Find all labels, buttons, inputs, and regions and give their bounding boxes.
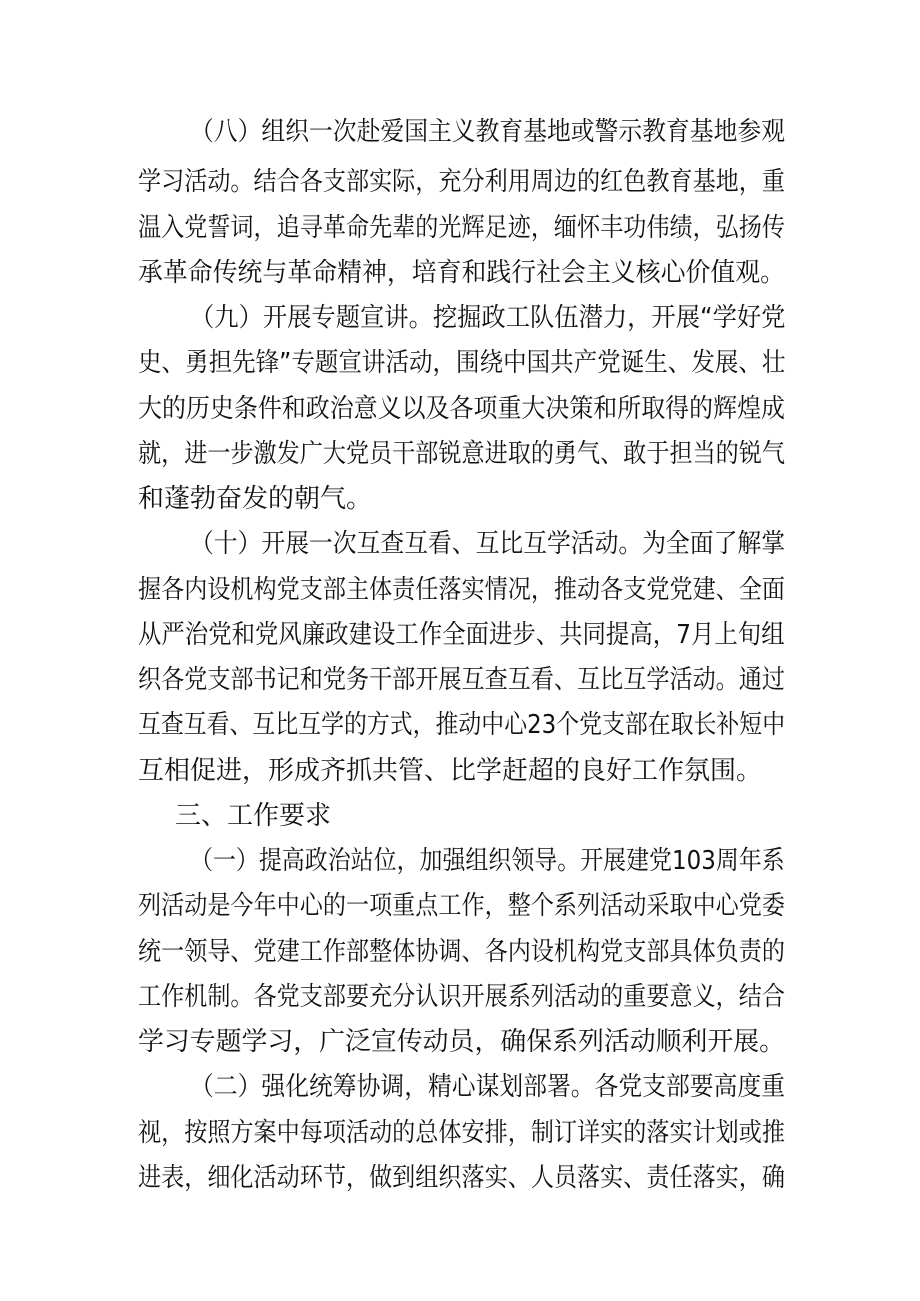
requirement-1-line-3: 统一领导、党建工作部整体协调、各内设机构党支部具体负责的 bbox=[138, 937, 786, 967]
paragraph-8-line-3: 温入党誓词，追寻革命先辈的光辉足迹，缅怀丰功伟绩，弘扬传 bbox=[138, 213, 786, 243]
requirement-1-line-5: 学习专题学习，广泛宣传动员，确保系列活动顺利开展。 bbox=[138, 1027, 786, 1057]
paragraph-10-line-2: 握各内设机构党支部主体责任落实情况，推动各支党党建、全面 bbox=[138, 575, 786, 605]
paragraph-9-line-4: 就，进一步激发广大党员干部锐意进取的勇气、敢于担当的锐气 bbox=[138, 439, 786, 469]
requirement-2-line-1: （二）强化统筹协调，精心谋划部署。各党支部要高度重 bbox=[190, 1072, 786, 1102]
requirement-2-line-2: 视，按照方案中每项活动的总体安排，制订详实的落实计划或推 bbox=[138, 1118, 786, 1148]
paragraph-9-line-1: （九）开展专题宣讲。挖掘政工队伍潜力，开展“学好党 bbox=[190, 303, 786, 333]
requirement-1-line-1: （一）提高政治站位，加强组织领导。开展建党103周年系 bbox=[190, 846, 785, 876]
requirement-2-line-3: 进表，细化活动环节，做到组织落实、人员落实、责任落实，确 bbox=[138, 1163, 786, 1193]
paragraph-10-line-4: 织各党支部书记和党务干部开展互查互看、互比互学活动。通过 bbox=[138, 665, 786, 695]
paragraph-9-line-3: 大的历史条件和政治意义以及各项重大决策和所取得的辉煌成 bbox=[138, 394, 786, 424]
section-heading: 三、工作要求 bbox=[175, 801, 332, 831]
paragraph-8-line-4: 承革命传统与革命精神，培育和践行社会主义核心价值观。 bbox=[138, 258, 786, 288]
paragraph-8-line-2: 学习活动。结合各支部实际，充分利用周边的红色教育基地，重 bbox=[138, 167, 786, 197]
paragraph-9-line-2: 史、勇担先锋”专题宣讲活动，围绕中国共产党诞生、发展、壮 bbox=[138, 348, 786, 378]
paragraph-10-line-3: 从严治党和党风廉政建设工作全面进步、共同提高，7月上旬组 bbox=[138, 620, 785, 650]
paragraph-10-line-6: 互相促进，形成齐抓共管、比学赶超的良好工作氛围。 bbox=[138, 756, 763, 786]
paragraph-9-line-5: 和蓬勃奋发的朝气。 bbox=[138, 484, 373, 514]
paragraph-10-line-5: 互查互看、互比互学的方式，推动中心23个党支部在取长补短中 bbox=[138, 710, 786, 740]
requirement-1-line-4: 工作机制。各党支部要充分认识开展系列活动的重要意义，结合 bbox=[138, 982, 786, 1012]
paragraph-8-line-1: （八）组织一次赴爱国主义教育基地或警示教育基地参观 bbox=[190, 117, 786, 147]
paragraph-10-line-1: （十）开展一次互查互看、互比互学活动。为全面了解掌 bbox=[190, 529, 786, 559]
requirement-1-line-2: 列活动是今年中心的一项重点工作，整个系列活动采取中心党委 bbox=[138, 891, 786, 921]
